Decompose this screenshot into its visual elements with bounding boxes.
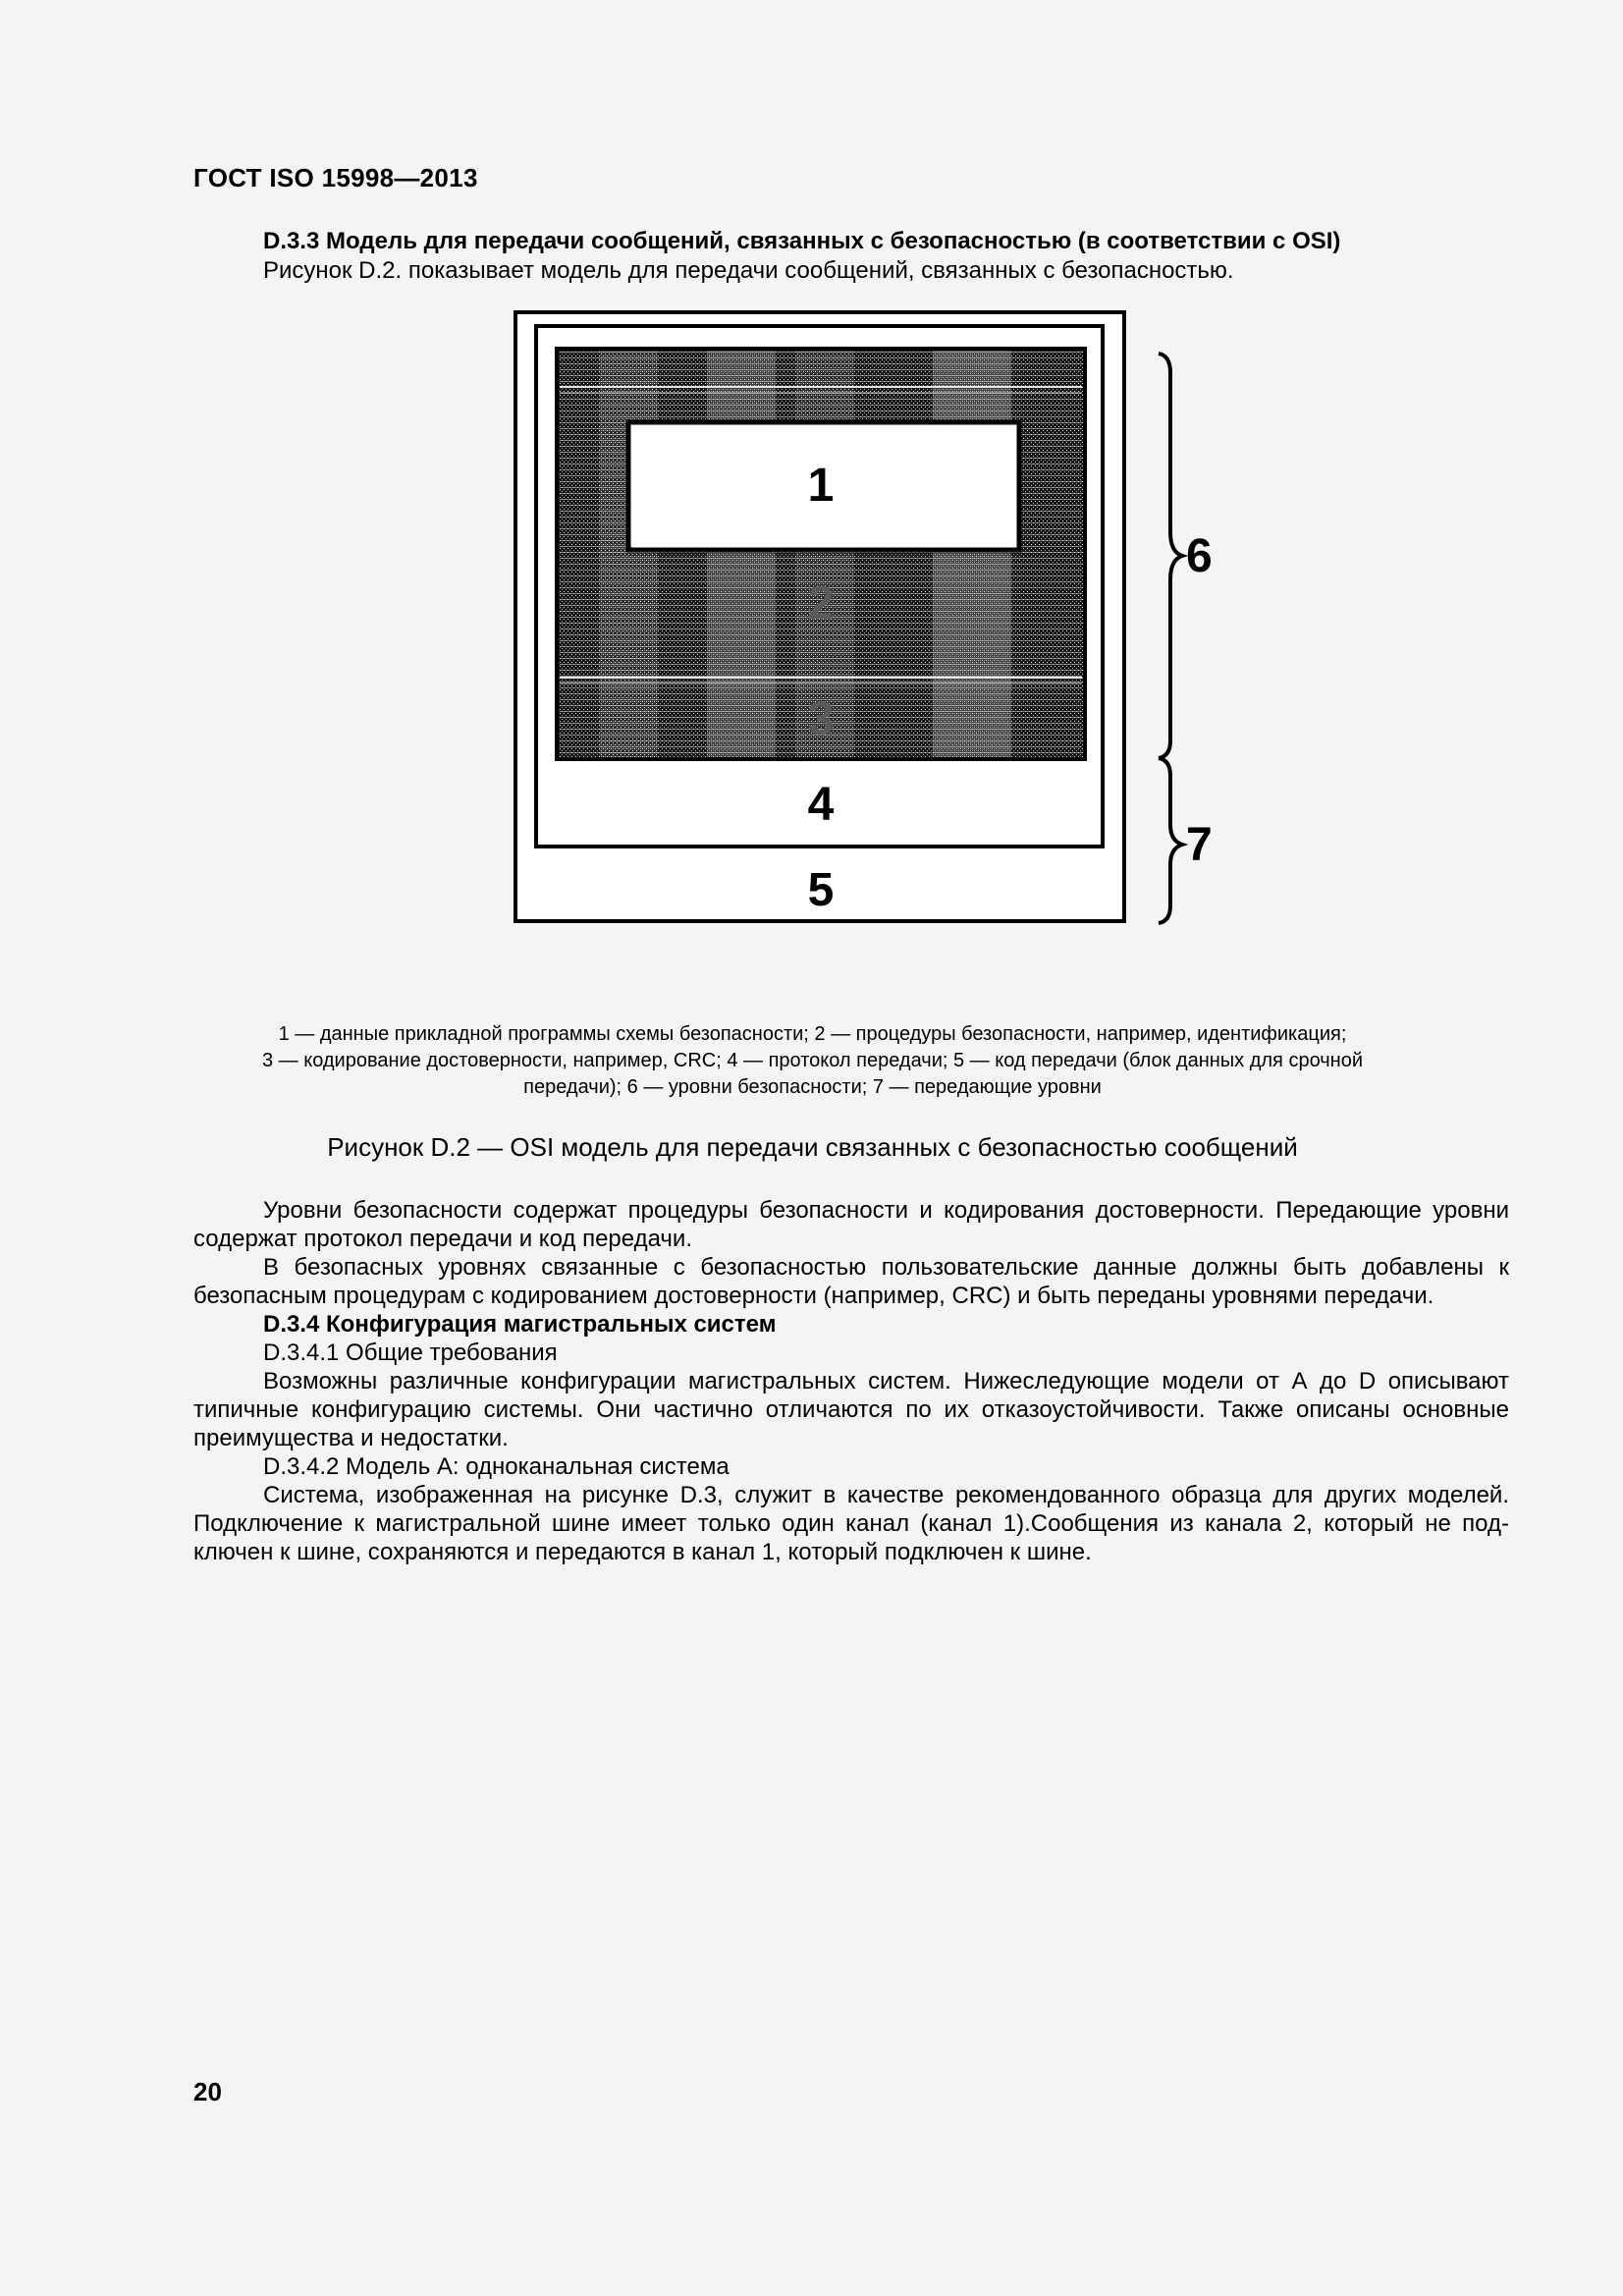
document-header: ГОСТ ISO 15998—2013 xyxy=(193,163,478,192)
osi-model-figure xyxy=(501,304,1213,933)
paragraph: В безопасных уровнях связанные с безопасностью пользовательские данные должны быть добавлены к безопасным процедурам с кодированием достоверности (например, CRC) и быть переданы уровнями передачи. xyxy=(193,1254,1509,1309)
figure-legend-line: 1 — данные прикладной программы схемы безопасности; 2 — процедуры безопасности, например, идентификация; xyxy=(278,1023,1347,1045)
label-4: 4 xyxy=(807,779,835,831)
label-3: 3 xyxy=(807,693,835,745)
figure-caption: Рисунок D.2 — OSI модель для передачи связанных с безопасностью сообщений xyxy=(327,1132,1298,1162)
figure-legend-line: 3 — кодирование достоверности, например, CRC; 4 — протокол передачи; 5 — код передачи (блок данных для срочной xyxy=(261,1050,1364,1071)
paragraph: Система, изображенная на рисунке D.3, служит в качестве рекомендованного образца для других моделей. Подключение к магистральной шине имеет только один канал (канал 1).Сообщения из канала 2, который не под-ключен к шине, сохраняются и передаются в канал 1, который подключен к шине. xyxy=(193,1482,1509,1565)
figure-legend-line: передачи); 6 — уровни безопасности; 7 — передающие уровни xyxy=(523,1076,1102,1098)
subsection-heading: D.3.4 Конфигурация магистральных систем xyxy=(263,1311,777,1338)
brace-6 xyxy=(1159,354,1182,758)
label-7: 7 xyxy=(1186,819,1213,871)
subsection-heading: D.3.4.2 Модель А: одноканальная система xyxy=(263,1453,730,1480)
label-2: 2 xyxy=(807,577,835,629)
subsection-heading: D.3.4.1 Общие требования xyxy=(263,1339,558,1366)
section-intro: Рисунок D.2. показывает модель для передачи сообщений, связанных с безопасностью. xyxy=(263,257,1234,284)
label-1: 1 xyxy=(807,460,835,512)
paragraph: Уровни безопасности содержат процедуры безопасности и кодирования достоверности. Передающие уровни содержат протокол передачи и код передачи. xyxy=(193,1197,1509,1252)
label-5: 5 xyxy=(807,864,835,916)
brace-7 xyxy=(1159,758,1182,923)
label-6: 6 xyxy=(1186,530,1213,582)
section-title: D.3.3 Модель для передачи сообщений, связанных с безопасностью (в соответствии с OSI) xyxy=(263,228,1341,254)
paragraph: Возможны различные конфигурации магистральных систем. Нижеследующие модели от А до D описывают типичные конфигурацию системы. Они частично отличаются по их отказоустойчивости. Также описаны основные преимущества и недостатки. xyxy=(193,1368,1509,1451)
page-number: 20 xyxy=(193,2077,222,2106)
